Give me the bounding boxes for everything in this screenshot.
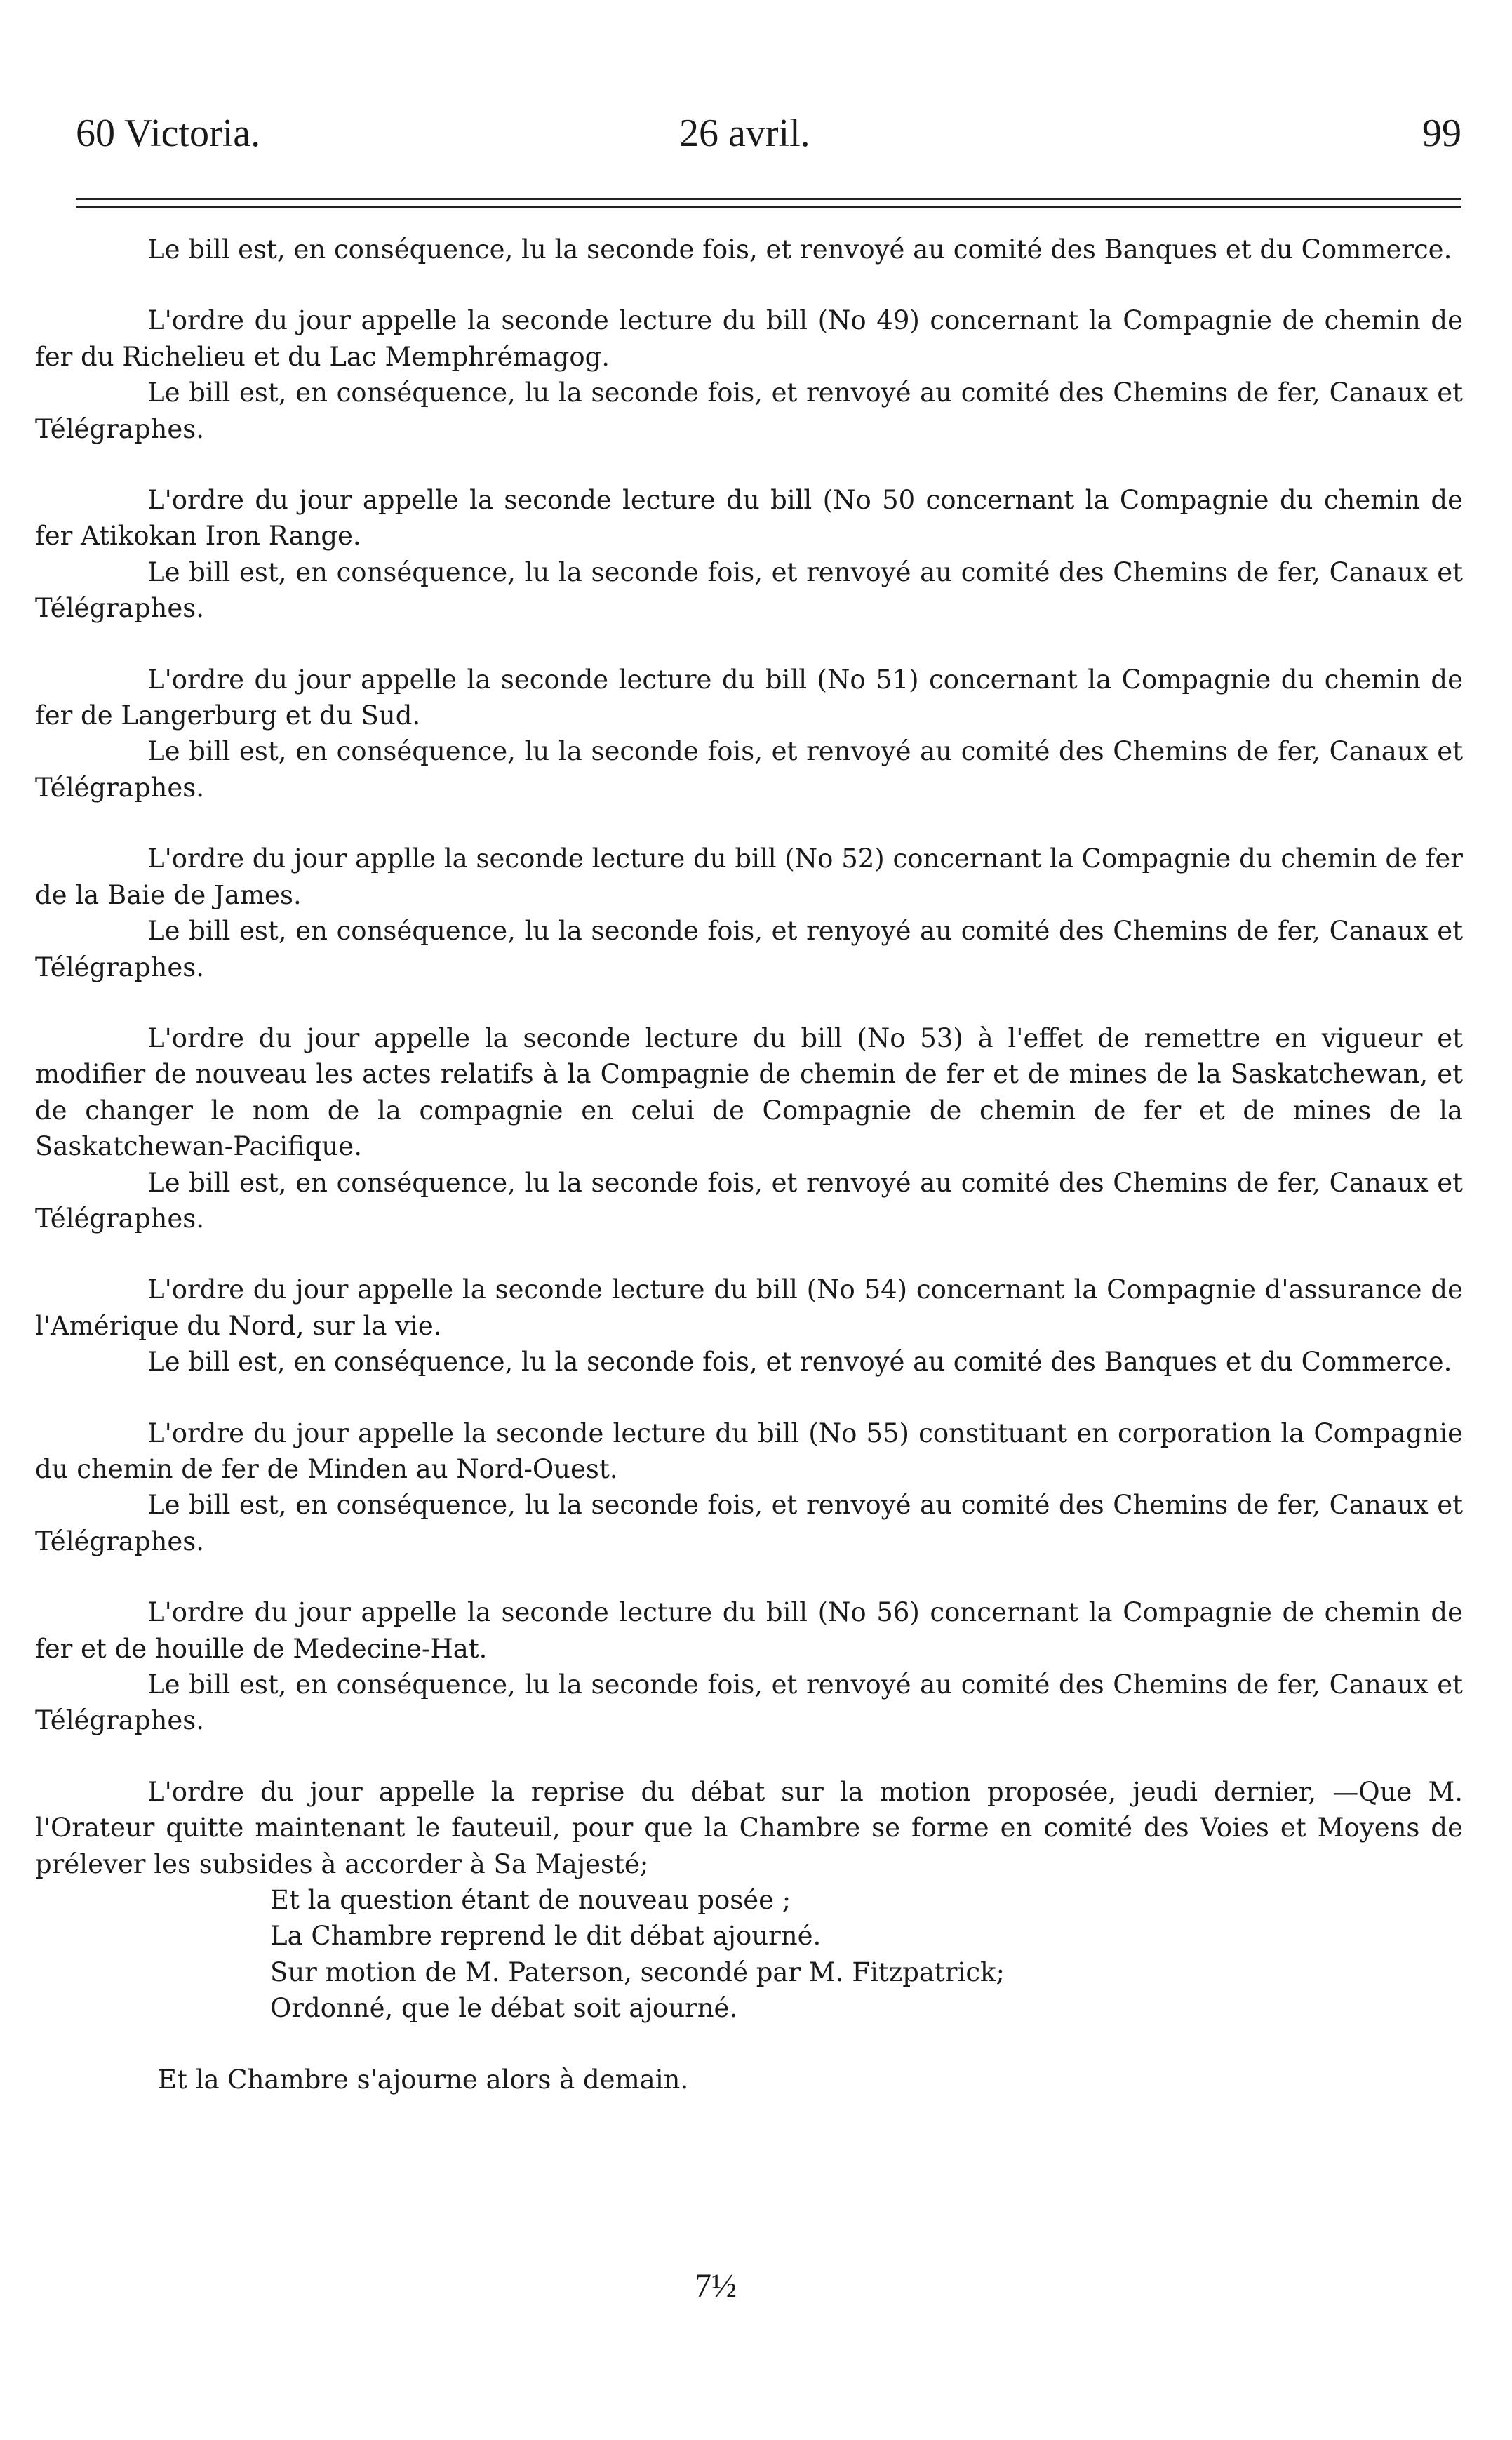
result-paragraph: Le bill est, en conséquence, lu la seconde fois, et renvoyé au comité des Chemins de fer, Canaux et Télégraphes.: [35, 378, 1463, 444]
adjournment-line: Et la Chambre s'ajourne alors à demain.: [158, 2064, 689, 2095]
result-paragraph: Le bill est, en conséquence, lu la seconde fois, et renvoyé au comité des Chemins de fer, Canaux et Télégraphes.: [35, 1490, 1463, 1556]
journal-body: [35, 232, 1463, 2098]
bill-entry: [35, 1020, 1463, 1236]
order-paragraph: L'ordre du jour appelle la seconde lecture du bill (No 50 concernant la Compagnie du chemin de fer Atikokan Iron Range.: [35, 485, 1463, 552]
order-paragraph: L'ordre du jour appelle la seconde lecture du bill (No 53) à l'effet de remettre en vigueur et modifier de nouveau les actes relatifs à la Compagnie de chemin de fer et de mines de la Saskatchewan, et de changer le nom de la compagnie en celui de Compagnie de chemin de fer et de mines de la Saskatchewan-Pacifique.: [35, 1022, 1463, 1162]
order-paragraph: L'ordre du jour appelle la seconde lecture du bill (No 49) concernant la Compagnie de chemin de fer du Richelieu et du Lac Memphrémagog.: [35, 305, 1463, 372]
debate-line: Sur motion de M. Paterson, secondé par M. Fitzpatrick;: [270, 1956, 1005, 1987]
debate-order-paragraph: L'ordre du jour appelle la reprise du débat sur la motion proposée, jeudi dernier, —Que M. l'Orateur quitte maintenant le fauteuil, pour que la Chambre se forme en comité des Voies et Moyens de prélever les subsides à accorder à Sa Majesté;: [35, 1776, 1463, 1879]
bill-entry: [35, 482, 1463, 627]
order-paragraph: L'ordre du jour appelle la seconde lecture du bill (No 51) concernant la Compagnie du chemin de fer de Langerburg et du Sud.: [35, 664, 1463, 731]
order-paragraph: L'ordre du jour appelle la seconde lecture du bill (No 56) concernant la Compagnie de chemin de fer et de houille de Medecine-Hat.: [35, 1597, 1463, 1664]
order-paragraph: L'ordre du jour appelle la seconde lecture du bill (No 54) concernant la Compagnie d'assurance de l'Amérique du Nord, sur la vie.: [35, 1274, 1463, 1341]
debate-entry: [35, 1774, 1463, 2027]
order-paragraph: L'ordre du jour applle la seconde lecture du bill (No 52) concernant la Compagnie du chemin de fer de la Baie de James.: [35, 844, 1463, 910]
result-paragraph: Le bill est, en conséquence, lu la seconde fois, et renvoyé au comité des Chemins de fer, Canaux et Télégraphes.: [35, 556, 1463, 624]
result-paragraph: Le bill est, en conséquence, lu la seconde fois, et renvoyé au comité des Banques et du Commerce.: [147, 1347, 1452, 1378]
intro-paragraph: Le bill est, en conséquence, lu la seconde fois, et renvoyé au comité des Banques et du Commerce.: [147, 234, 1452, 265]
page-number: 99: [1422, 112, 1461, 155]
header-rule-top: [76, 198, 1461, 200]
header-session: 60 Victoria.: [76, 112, 261, 155]
intro-entry: [35, 232, 1463, 267]
running-header: [76, 105, 1461, 161]
header-rule-bottom: [76, 206, 1461, 208]
header-date: 26 avril.: [679, 112, 810, 155]
order-paragraph: L'ordre du jour appelle la seconde lecture du bill (No 55) constituant en corporation la Compagnie du chemin de fer de Minden au Nord-Ouest.: [35, 1418, 1463, 1484]
debate-line: Et la question étant de nouveau posée ;: [270, 1885, 791, 1916]
debate-line: La Chambre reprend le dit débat ajourné.: [270, 1921, 822, 1952]
result-paragraph: Le bill est, en conséquence, lu la seconde fois, et renvoyé au comité des Chemins de fer, Canaux et Télégraphes.: [35, 736, 1463, 803]
bill-entry: [35, 662, 1463, 806]
bill-entry: [35, 302, 1463, 447]
signature-mark: 7½: [695, 2267, 737, 2305]
bill-entry: [35, 1272, 1463, 1380]
bill-entry: [35, 841, 1463, 985]
debate-line: Ordonné, que le débat soit ajourné.: [270, 1993, 738, 2024]
result-paragraph: Le bill est, en conséquence, lu la seconde fois, et renyoyé au comité des Chemins de fer, Canaux et Télégraphes.: [35, 916, 1463, 982]
result-paragraph: Le bill est, en conséquence, lu la seconde fois, et renvoyé au comité des Chemins de fer, Canaux et Télégraphes.: [35, 1167, 1463, 1234]
bill-entry: [35, 1415, 1463, 1560]
bill-entry: [35, 1594, 1463, 1739]
result-paragraph: Le bill est, en conséquence, lu la seconde fois, et renvoyé au comité des Chemins de fer, Canaux et Télégraphes.: [35, 1669, 1463, 1736]
